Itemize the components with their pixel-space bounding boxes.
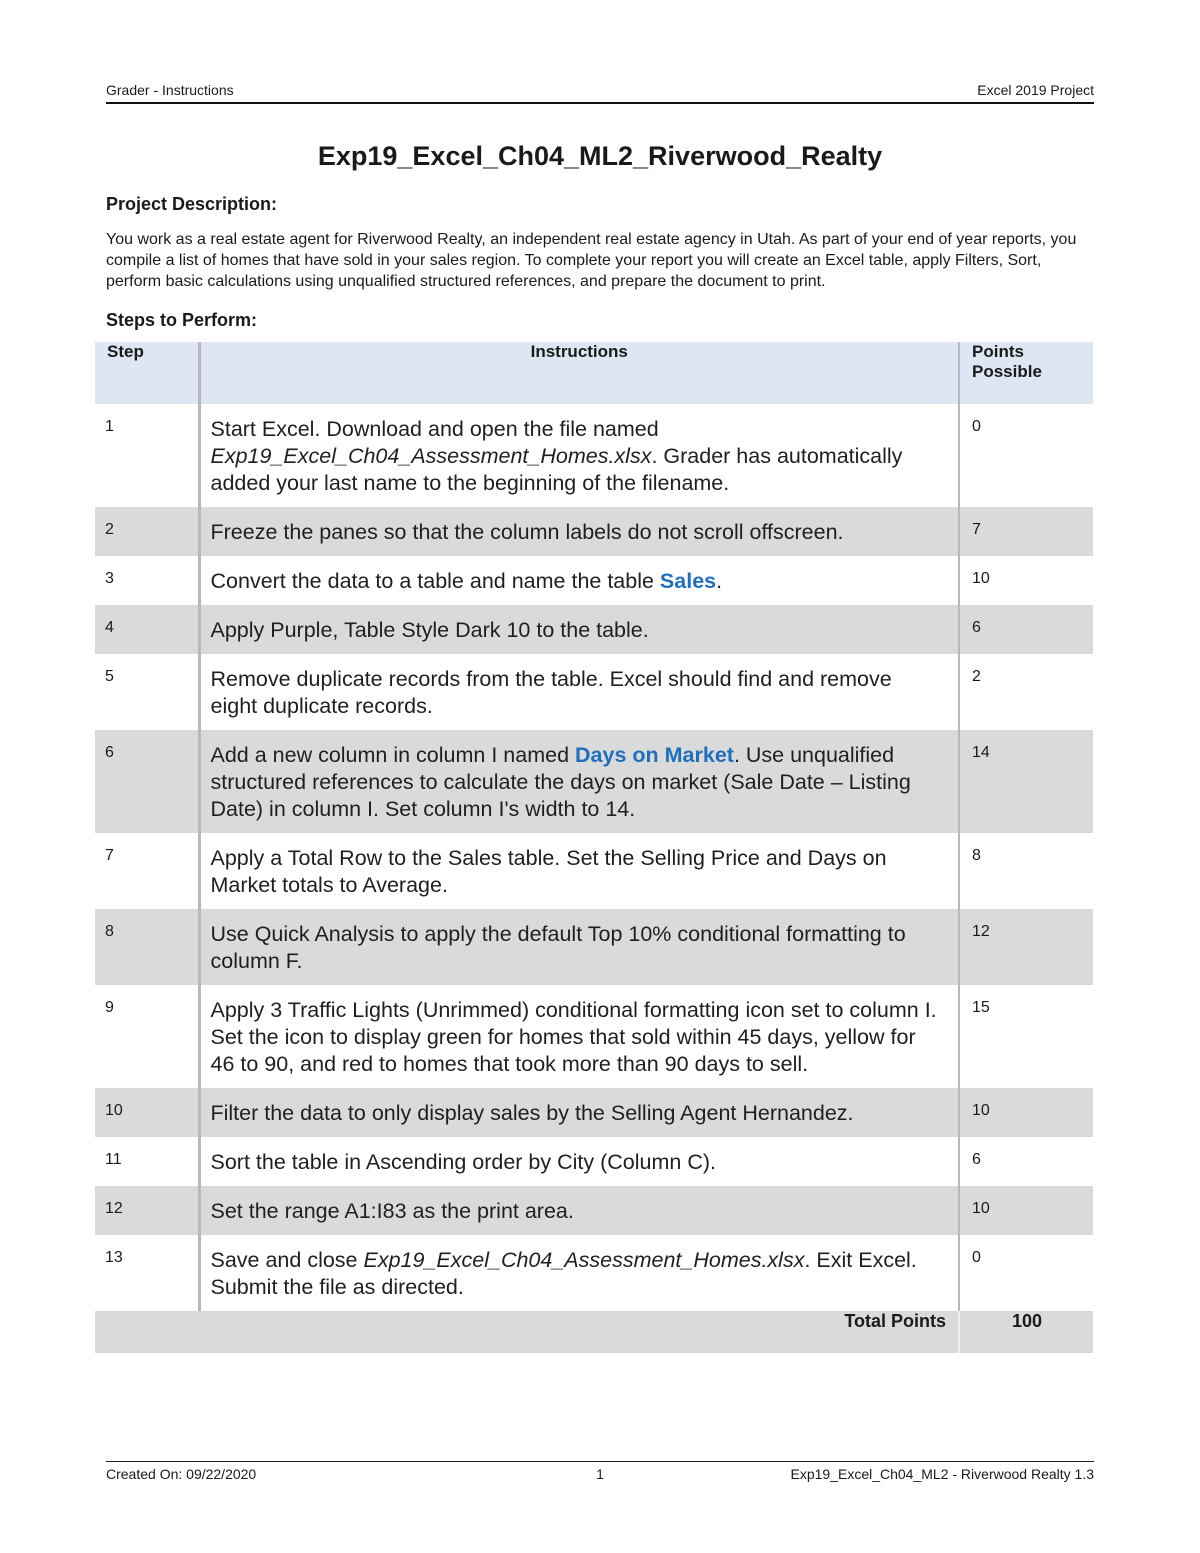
header-step: Step (95, 342, 199, 404)
step-points: 6 (959, 605, 1093, 654)
table-row (95, 654, 1093, 730)
step-instructions (199, 507, 959, 556)
step-instructions (199, 605, 959, 654)
step-number: 9 (95, 985, 199, 1088)
step-instructions (199, 556, 959, 605)
instruction-text: . (716, 569, 723, 593)
step-instructions (199, 1186, 959, 1235)
table-row (95, 1235, 1093, 1311)
steps-to-perform-label: Steps to Perform: (106, 310, 258, 330)
page-footer (106, 1466, 1094, 1486)
step-instructions (199, 1137, 959, 1186)
instruction-text: Filter the data to only display sales by the Selling Agent Hernandez. (210, 1101, 854, 1125)
step-instructions (199, 985, 959, 1088)
instruction-text: . Use unqualified structured references to calculate the days on market (Sale Date – Listing Date) in column I. Set column I's width to 14. (210, 743, 911, 821)
header-divider (106, 102, 1094, 104)
step-points: 15 (959, 985, 1093, 1088)
table-row (95, 1186, 1093, 1235)
step-number: 13 (95, 1235, 199, 1311)
step-points: 0 (959, 404, 1093, 507)
step-number: 3 (95, 556, 199, 605)
footer-created-on: Created On: 09/22/2020 (106, 1466, 257, 1482)
step-number: 2 (95, 507, 199, 556)
instruction-text: . Exit Excel. Submit the file as directed. (210, 1248, 917, 1299)
step-points: 0 (959, 1235, 1093, 1311)
footer-document-id: Exp19_Excel_Ch04_ML2 - Riverwood Realty 1.3 (790, 1466, 1094, 1482)
step-points: 12 (959, 909, 1093, 985)
file-name: Exp19_Excel_Ch04_Assessment_Homes.xlsx (210, 444, 652, 468)
table-row (95, 730, 1093, 833)
table-row (95, 833, 1093, 909)
project-description-label: Project Description: (106, 194, 278, 214)
step-points: 10 (959, 1186, 1093, 1235)
instruction-text: . Grader has automatically added your last name to the beginning of the filename. (210, 444, 903, 495)
table-row (95, 1137, 1093, 1186)
step-number: 10 (95, 1088, 199, 1137)
table-row (95, 556, 1093, 605)
step-points: 2 (959, 654, 1093, 730)
header-points-possible: Points Possible (959, 342, 1093, 404)
instruction-text: Apply a Total Row to the Sales table. Set the Selling Price and Days on Market totals to Average. (210, 846, 887, 897)
step-number: 4 (95, 605, 199, 654)
highlighted-term: Sales (659, 569, 717, 593)
table-row (95, 909, 1093, 985)
step-number: 11 (95, 1137, 199, 1186)
step-instructions (199, 404, 959, 507)
page-header (106, 82, 1094, 102)
instruction-text: Save and close (210, 1248, 364, 1272)
step-points: 7 (959, 507, 1093, 556)
instruction-text: Convert the data to a table and name the table (210, 569, 660, 593)
instruction-text: Freeze the panes so that the column labels do not scroll offscreen. (210, 520, 844, 544)
step-points: 10 (959, 556, 1093, 605)
total-row (95, 1311, 1093, 1353)
table-row (95, 1088, 1093, 1137)
file-name: Exp19_Excel_Ch04_Assessment_Homes.xlsx (363, 1248, 805, 1272)
step-number: 7 (95, 833, 199, 909)
step-number: 1 (95, 404, 199, 507)
instruction-text: Start Excel. Download and open the file named (210, 417, 659, 441)
total-points-value: 100 (959, 1311, 1093, 1353)
header-instructions: Instructions (199, 342, 959, 404)
instruction-text: Apply 3 Traffic Lights (Unrimmed) conditional formatting icon set to column I. Set the icon to display green for homes that sold within 45 days, yellow for 46 to 90, and red to homes that took more than 90 days to sell. (210, 998, 937, 1076)
instruction-text: Add a new column in column I named (210, 743, 576, 767)
table-row (95, 507, 1093, 556)
footer-divider (106, 1461, 1094, 1462)
instruction-text: Sort the table in Ascending order by City (Column C). (210, 1150, 716, 1174)
table-row (95, 985, 1093, 1088)
step-instructions (199, 730, 959, 833)
step-points: 6 (959, 1137, 1093, 1186)
table-header-row (95, 342, 1093, 404)
step-points: 14 (959, 730, 1093, 833)
step-number: 5 (95, 654, 199, 730)
step-instructions (199, 1235, 959, 1311)
footer-page-number: 1 (596, 1466, 604, 1482)
step-number: 12 (95, 1186, 199, 1235)
step-instructions (199, 654, 959, 730)
step-points: 8 (959, 833, 1093, 909)
step-instructions (199, 1088, 959, 1137)
steps-table (95, 342, 1093, 1353)
total-points-label: Total Points (95, 1311, 959, 1353)
table-row (95, 605, 1093, 654)
project-description-text: You work as a real estate agent for Riverwood Realty, an independent real estate agency in Utah. As part of your end of year reports, you compile a list of homes that have sold in your sales region. To complete your report you will create an Excel table, apply Filters, Sort, perform basic calculations using unqualified structured references, and prepare the document to print. (106, 231, 1077, 290)
highlighted-term: Days on Market (575, 743, 734, 767)
instruction-text: Remove duplicate records from the table. Excel should find and remove eight duplicate records. (210, 667, 892, 718)
document-title: Exp19_Excel_Ch04_ML2_Riverwood_Realty (317, 141, 883, 171)
step-instructions (199, 909, 959, 985)
instruction-text: Apply Purple, Table Style Dark 10 to the table. (210, 618, 649, 642)
step-instructions (199, 833, 959, 909)
header-right-text: Excel 2019 Project (977, 82, 1094, 98)
header-left-text: Grader - Instructions (106, 82, 234, 98)
table-row (95, 404, 1093, 507)
step-number: 8 (95, 909, 199, 985)
step-points: 10 (959, 1088, 1093, 1137)
steps-table-body (95, 404, 1093, 1311)
instruction-text: Set the range A1:I83 as the print area. (210, 1199, 574, 1223)
step-number: 6 (95, 730, 199, 833)
instruction-text: Use Quick Analysis to apply the default Top 10% conditional formatting to column F. (210, 922, 906, 973)
